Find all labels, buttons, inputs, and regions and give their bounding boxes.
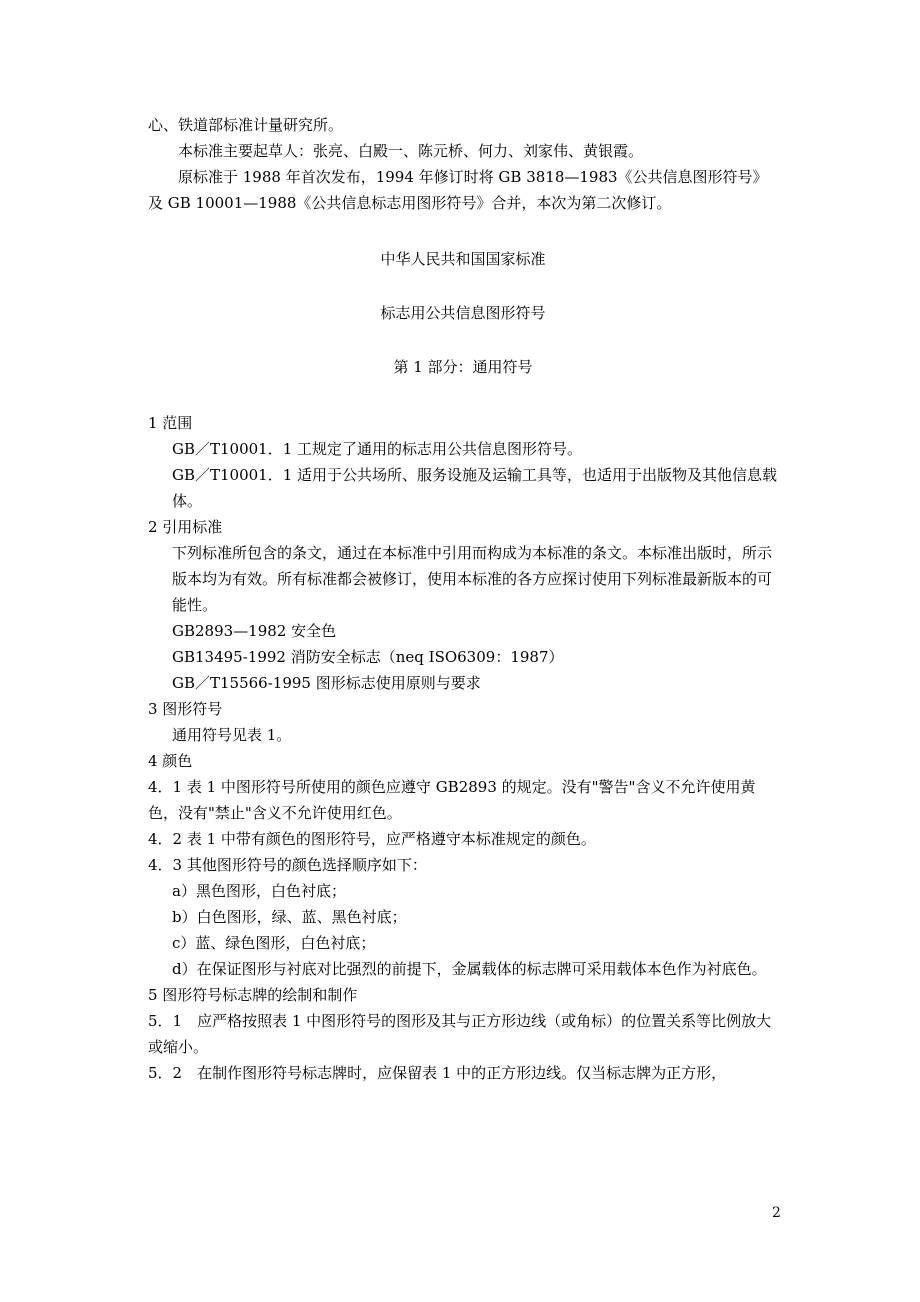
section-3-heading: 3 图形符号 [148, 700, 223, 718]
intro-drafters: 本标准主要起草人：张亮、白殿一、陈元桥、何力、刘家伟、黄银霞。 [178, 142, 644, 160]
clause-5-2: 5．2 在制作图形符号标志牌时，应保留表 1 中的正方形边线。仅当标志牌为正方形， [148, 1064, 727, 1082]
clause-4-3-item-a: a）黑色图形，白色衬底； [172, 882, 346, 900]
reference-gb2893: GB2893—1982 安全色 [172, 622, 337, 640]
spacer [148, 216, 778, 246]
section-1-paragraph-2: GB／T10001．1 适用于公共场所、服务设施及运输工具等，也适用于出版物及其他信息载体。 [172, 466, 778, 510]
intro-history: 原标准于 1988 年首次发布，1994 年修订时将 GB 3818—1983《公共信息图形符号》及 GB 10001—1988《公共信息标志用图形符号》合并，本次为第二次修订。 [148, 168, 768, 212]
clause-4-3-item-c: c）蓝、绿色图形，白色衬底； [172, 934, 376, 952]
section-2-paragraph-1: 下列标准所包含的条文，通过在本标准中引用而构成为本标准的条文。本标准出版时，所示版本均为有效。所有标准都会被修订，使用本标准的各方应探讨使用下列标准最新版本的可能性。 [172, 544, 773, 614]
clause-4-3: 4．3 其他图形符号的颜色选择顺序如下： [148, 856, 427, 874]
section-2-heading: 2 引用标准 [148, 518, 223, 536]
intro-line-1: 心、铁道部标准计量研究所。 [148, 116, 344, 134]
page-number: 2 [772, 1205, 781, 1221]
clause-4-3-item-b: b）白色图形，绿、蓝、黑色衬底； [172, 908, 407, 926]
clause-5-1: 5．1 应严格按照表 1 中图形符号的图形及其与正方形边线（或角标）的位置关系等比例放大或缩小。 [148, 1012, 772, 1056]
standard-title: 标志用公共信息图形符号 [380, 304, 546, 322]
section-3-paragraph-1: 通用符号见表 1。 [172, 726, 292, 744]
part-title: 第 1 部分：通用符号 [393, 358, 533, 376]
clause-4-3-item-d: d）在保证图形与衬底对比强烈的前提下，金属载体的标志牌可采用载体本色作为衬底色。 [172, 960, 767, 978]
reference-gb15566: GB／T15566-1995 图形标志使用原则与要求 [172, 674, 481, 692]
clause-4-1: 4．1 表 1 中图形符号所使用的颜色应遵守 GB2893 的规定。没有"警告"含义不允许使用黄色，没有"禁止"含义不允许使用红色。 [148, 778, 756, 822]
clause-4-2: 4．2 表 1 中带有颜色的图形符号，应严格遵守本标准规定的颜色。 [148, 830, 596, 848]
national-standard-title: 中华人民共和国国家标准 [380, 250, 546, 268]
spacer [148, 326, 778, 354]
spacer [148, 380, 778, 410]
document-body [148, 112, 778, 1086]
section-1-heading: 1 范围 [148, 414, 193, 432]
reference-gb13495: GB13495-1992 消防安全标志（neq ISO6309：1987） [172, 648, 564, 666]
section-4-heading: 4 颜色 [148, 752, 193, 770]
section-5-heading: 5 图形符号标志牌的绘制和制作 [148, 986, 358, 1004]
section-1-paragraph-1: GB／T10001．1 工规定了通用的标志用公共信息图形符号。 [172, 440, 583, 458]
spacer [148, 272, 778, 300]
